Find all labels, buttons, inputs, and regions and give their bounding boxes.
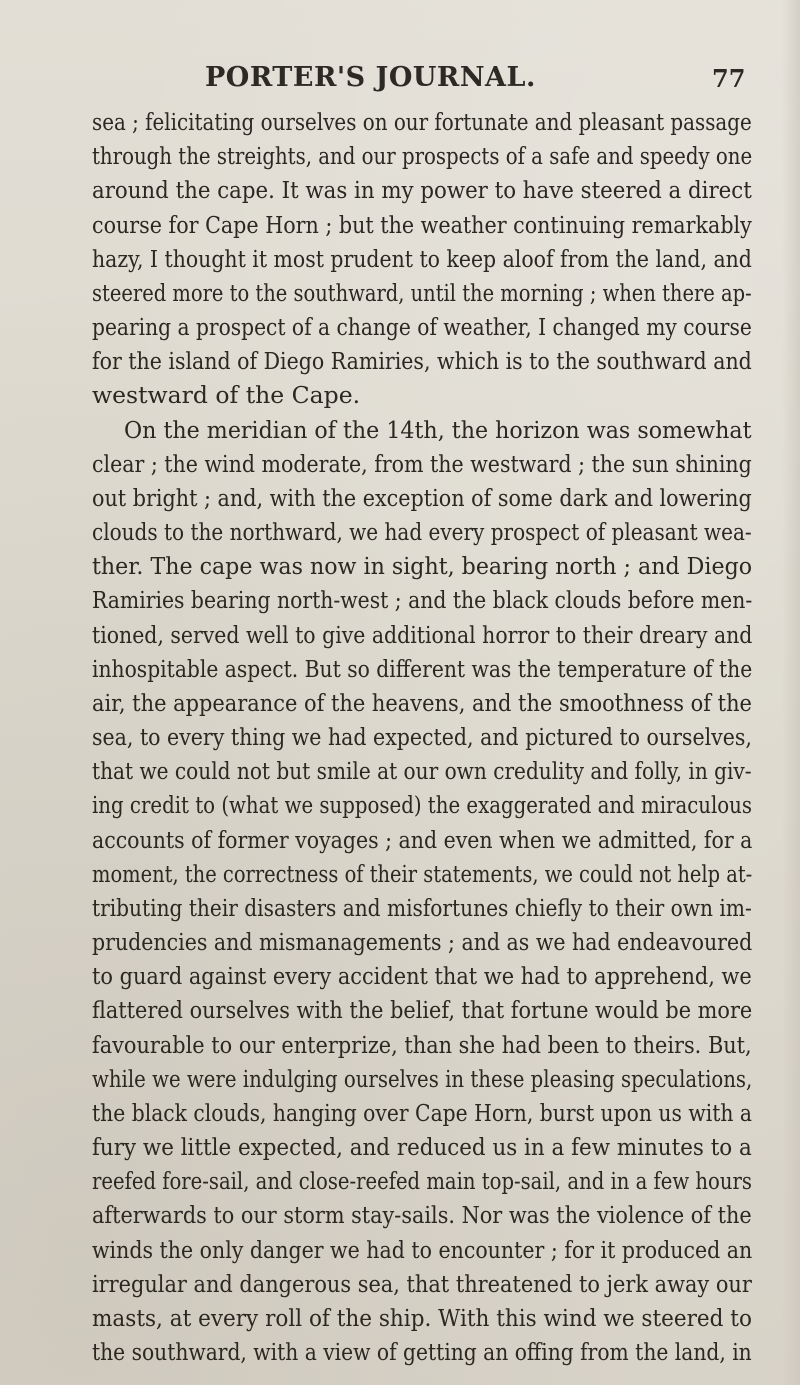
text-line: the southward, with a view of getting an offing from the land, in	[92, 1338, 752, 1366]
text-line: around the cape. It was in my power to have steered a direct	[92, 176, 752, 204]
text-line: masts, at every roll of the ship. With this wind we steered to	[92, 1304, 752, 1332]
text-line: afterwards to our storm stay-sails. Nor was the violence of the	[92, 1201, 752, 1229]
text-line: hazy, I thought it most prudent to keep aloof from the land, and	[92, 245, 752, 273]
text-line: ther. The cape was now in sight, bearing north ; and Diego	[92, 552, 753, 580]
running-head-title: PORTER'S JOURNAL.	[205, 62, 536, 93]
page-edge-shadow	[782, 0, 800, 1385]
text-line: Ramiries bearing north-west ; and the black clouds before men-	[92, 586, 753, 614]
text-line: On the meridian of the 14th, the horizon was somewhat	[124, 416, 752, 444]
text-line: clear ; the wind moderate, from the westward ; the sun shining	[92, 450, 752, 478]
text-line: air, the appearance of the heavens, and the smoothness of the	[92, 689, 752, 717]
text-line: tioned, served well to give additional horror to their dreary and	[92, 621, 753, 649]
text-line: moment, the correctness of their statements, we could not help at-	[92, 860, 753, 888]
text-line: tributing their disasters and misfortunes chiefly to their own im-	[92, 894, 752, 922]
text-line: through the streights, and our prospects of a safe and speedy one	[92, 142, 753, 170]
text-line: out bright ; and, with the exception of some dark and lowering	[92, 484, 752, 512]
text-line: ing credit to (what we supposed) the exaggerated and miraculous	[92, 791, 753, 819]
text-line: irregular and dangerous sea, that threatened to jerk away our	[92, 1270, 752, 1298]
text-line: reefed fore-sail, and close-reefed main top-sail, and in a few hours	[92, 1167, 752, 1195]
text-line: clouds to the northward, we had every prospect of pleasant wea-	[92, 518, 752, 546]
text-line: favourable to our enterprize, than she had been to theirs. But,	[92, 1031, 752, 1059]
text-line: prudencies and mismanagements ; and as we had endeavoured	[92, 928, 753, 956]
text-line: that we could not but smile at our own credulity and folly, in giv-	[92, 757, 752, 785]
text-line: steered more to the southward, until the morning ; when there ap-	[92, 279, 752, 307]
text-line: inhospitable aspect. But so different was the temperature of the	[92, 655, 753, 683]
text-line: westward of the Cape.	[92, 381, 361, 409]
text-line: winds the only danger we had to encounter ; for it produced an	[92, 1236, 753, 1264]
text-line: flattered ourselves with the belief, that fortune would be more	[92, 996, 753, 1024]
page-number: 77	[712, 64, 746, 93]
text-line: course for Cape Horn ; but the weather continuing remarkably	[92, 211, 752, 239]
text-line: sea ; felicitating ourselves on our fortunate and pleasant passage	[92, 108, 752, 136]
text-line: while we were indulging ourselves in these pleasing speculations,	[92, 1065, 753, 1093]
text-line: fury we little expected, and reduced us in a few minutes to a	[92, 1133, 752, 1161]
text-line: to guard against every accident that we had to apprehend, we	[92, 962, 752, 990]
text-line: for the island of Diego Ramiries, which is to the southward and	[92, 347, 752, 375]
text-line: pearing a prospect of a change of weather, I changed my course	[92, 313, 752, 341]
text-line: accounts of former voyages ; and even when we admitted, for a	[92, 826, 753, 854]
text-line: the black clouds, hanging over Cape Horn, burst upon us with a	[92, 1099, 752, 1127]
text-line: sea, to every thing we had expected, and pictured to ourselves,	[92, 723, 752, 751]
